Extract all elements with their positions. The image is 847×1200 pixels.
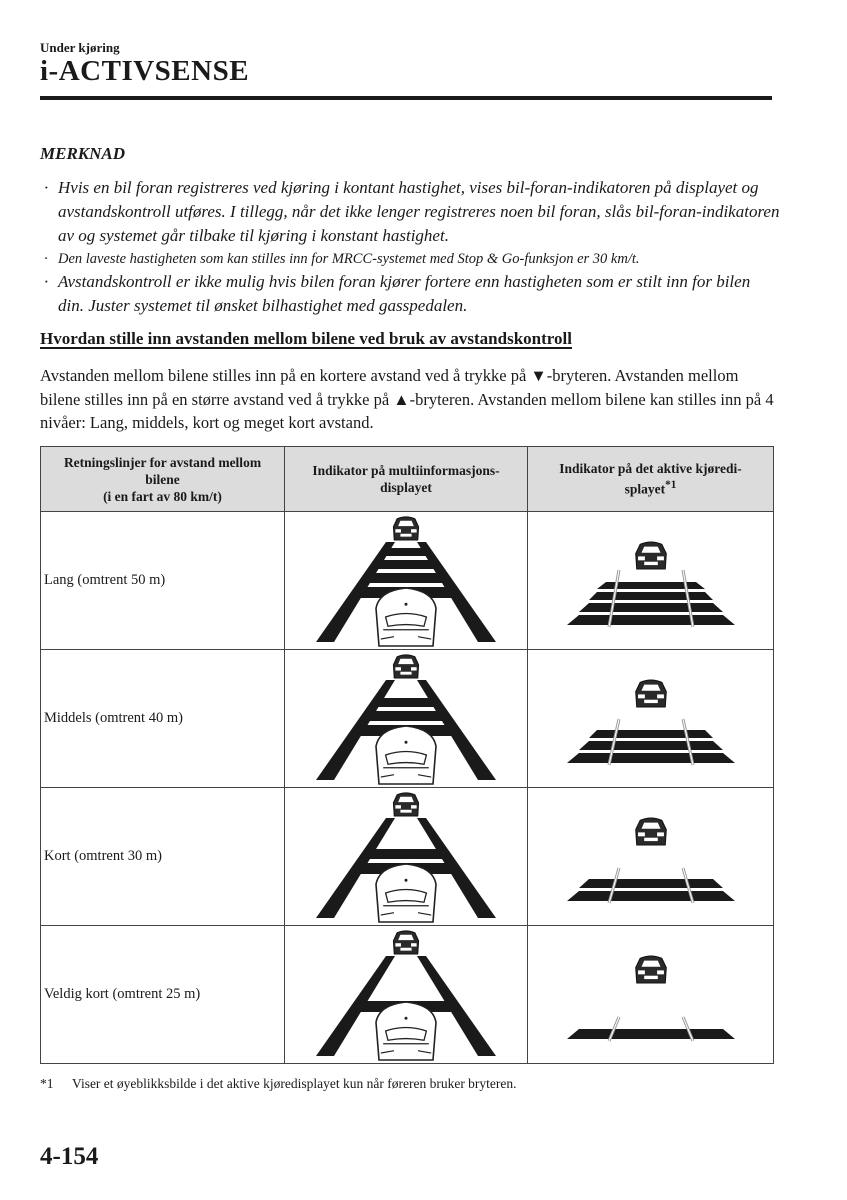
distance-bar (382, 548, 430, 556)
footnote (40, 1076, 517, 1092)
distance-label: Veldig kort (omtrent 25 m) (41, 926, 285, 1064)
ads-indicator-cell (528, 512, 774, 650)
page-number: 4-154 (40, 1143, 99, 1170)
table-row (41, 788, 774, 926)
mid-indicator-cell (285, 788, 528, 926)
column-header-ads (528, 447, 774, 512)
vehicle-ahead-icon (635, 817, 666, 844)
note-item-text: Avstandskontroll er ikke mulig hvis bilen foran kjører fortere enn hastigheten som er stilt inn for bilen din. Juster systemet til ønsket bilhastighet med gasspedalen. (58, 272, 751, 315)
distance-bar (373, 698, 439, 707)
distance-bar (567, 1029, 735, 1039)
section-heading: Hvordan stille inn avstanden mellom bilene ved bruk av avstandskontroll (40, 329, 572, 348)
section-body: Avstanden mellom bilene stilles inn på en kortere avstand ved å trykke på ▼-bryteren. Avstanden mellom bilene stilles inn på en større avstand ved å trykke på ▲-bryteren. Avstanden mellom bilene kan stilles inn på 4 nivåer: Lang, middels, kort og meget kort avstand. (40, 366, 774, 432)
distance-bar (363, 849, 448, 859)
table-header-row (41, 447, 774, 512)
distance-bar (567, 615, 735, 625)
column-header-distance-text: Retningslinjer for avstand mellom bilene (63, 454, 262, 487)
ads-indicator-cell (528, 926, 774, 1064)
note-item (40, 176, 780, 248)
table-row (41, 926, 774, 1064)
mid-indicator-cell (285, 650, 528, 788)
table-row (41, 650, 774, 788)
note-item (40, 270, 780, 318)
distance-table (40, 446, 774, 1064)
note-item-text: Hvis en bil foran registreres ved kjøring i kontant hastighet, vises bil-foran-indikatoren på displayet og avstandskontroll utføres. I tillegg, når det ikke lenger registreres noen bil foran, slås bil-foran-indikatoren av og systemet går tilbake til kjøring i konstant hastighet. (58, 178, 780, 245)
note-heading: MERKNAD (40, 144, 126, 163)
distance-bar (589, 592, 713, 600)
own-vehicle-icon (376, 726, 436, 784)
vehicle-ahead-icon (635, 679, 666, 706)
ads-indicator-graphic (561, 807, 741, 907)
bullet: · (44, 251, 48, 267)
note-list (40, 176, 780, 318)
table-row (41, 512, 774, 650)
distance-bar (567, 891, 735, 901)
column-header-distance-speed: (i en fart av 80 km/t) (103, 488, 222, 504)
own-vehicle-icon (376, 588, 436, 646)
ads-indicator-graphic (561, 531, 741, 631)
footnote-ref: *1 (665, 479, 677, 492)
note-item (40, 248, 780, 270)
ads-indicator-graphic (561, 945, 741, 1045)
ads-indicator-graphic (561, 669, 741, 769)
note-item-text: Den laveste hastigheten som kan stilles inn for MRCC-systemet med Stop & Go-funksjon er 30 km/t. (58, 251, 640, 267)
footnote-mark: *1 (40, 1076, 54, 1091)
vehicle-ahead-icon (393, 516, 418, 539)
own-vehicle-icon (376, 864, 436, 922)
distance-label: Kort (omtrent 30 m) (41, 788, 285, 926)
mid-indicator-graphic (306, 790, 506, 924)
column-header-distance (41, 447, 285, 512)
vehicle-ahead-icon (393, 654, 418, 677)
distance-bar (373, 560, 439, 569)
vehicle-ahead-icon (393, 792, 418, 815)
mid-indicator-cell (285, 512, 528, 650)
distance-bar (579, 741, 723, 750)
section-label: Under kjøring (40, 40, 120, 55)
ads-indicator-cell (528, 788, 774, 926)
distance-bar (597, 582, 705, 589)
mid-indicator-graphic (306, 652, 506, 786)
page-title: i-ACTIVSENSE (40, 55, 250, 87)
column-header-mid: Indikator på multiinformasjons-displayet (285, 447, 528, 512)
distance-bar (589, 730, 713, 738)
ads-indicator-cell (528, 650, 774, 788)
distance-label: Middels (omtrent 40 m) (41, 650, 285, 788)
vehicle-ahead-icon (635, 541, 666, 568)
distance-label: Lang (omtrent 50 m) (41, 512, 285, 650)
distance-bar (363, 573, 448, 583)
footnote-text: Viser et øyeblikksbilde i det aktive kjøredisplayet kun når føreren bruker bryteren. (72, 1076, 517, 1091)
distance-bar (567, 753, 735, 763)
vehicle-ahead-icon (635, 955, 666, 982)
own-vehicle-icon (376, 1002, 436, 1060)
title-divider (40, 96, 772, 100)
vehicle-ahead-icon (393, 930, 418, 953)
bullet: · (44, 272, 49, 291)
mid-indicator-graphic (306, 514, 506, 648)
distance-bar (579, 879, 723, 888)
distance-bar (363, 711, 448, 721)
mid-indicator-cell (285, 926, 528, 1064)
mid-indicator-graphic (306, 928, 506, 1062)
column-header-ads-text: Indikator på det aktive kjøredi-splayet (559, 461, 742, 497)
bullet: · (44, 178, 49, 197)
distance-bar (579, 603, 723, 612)
